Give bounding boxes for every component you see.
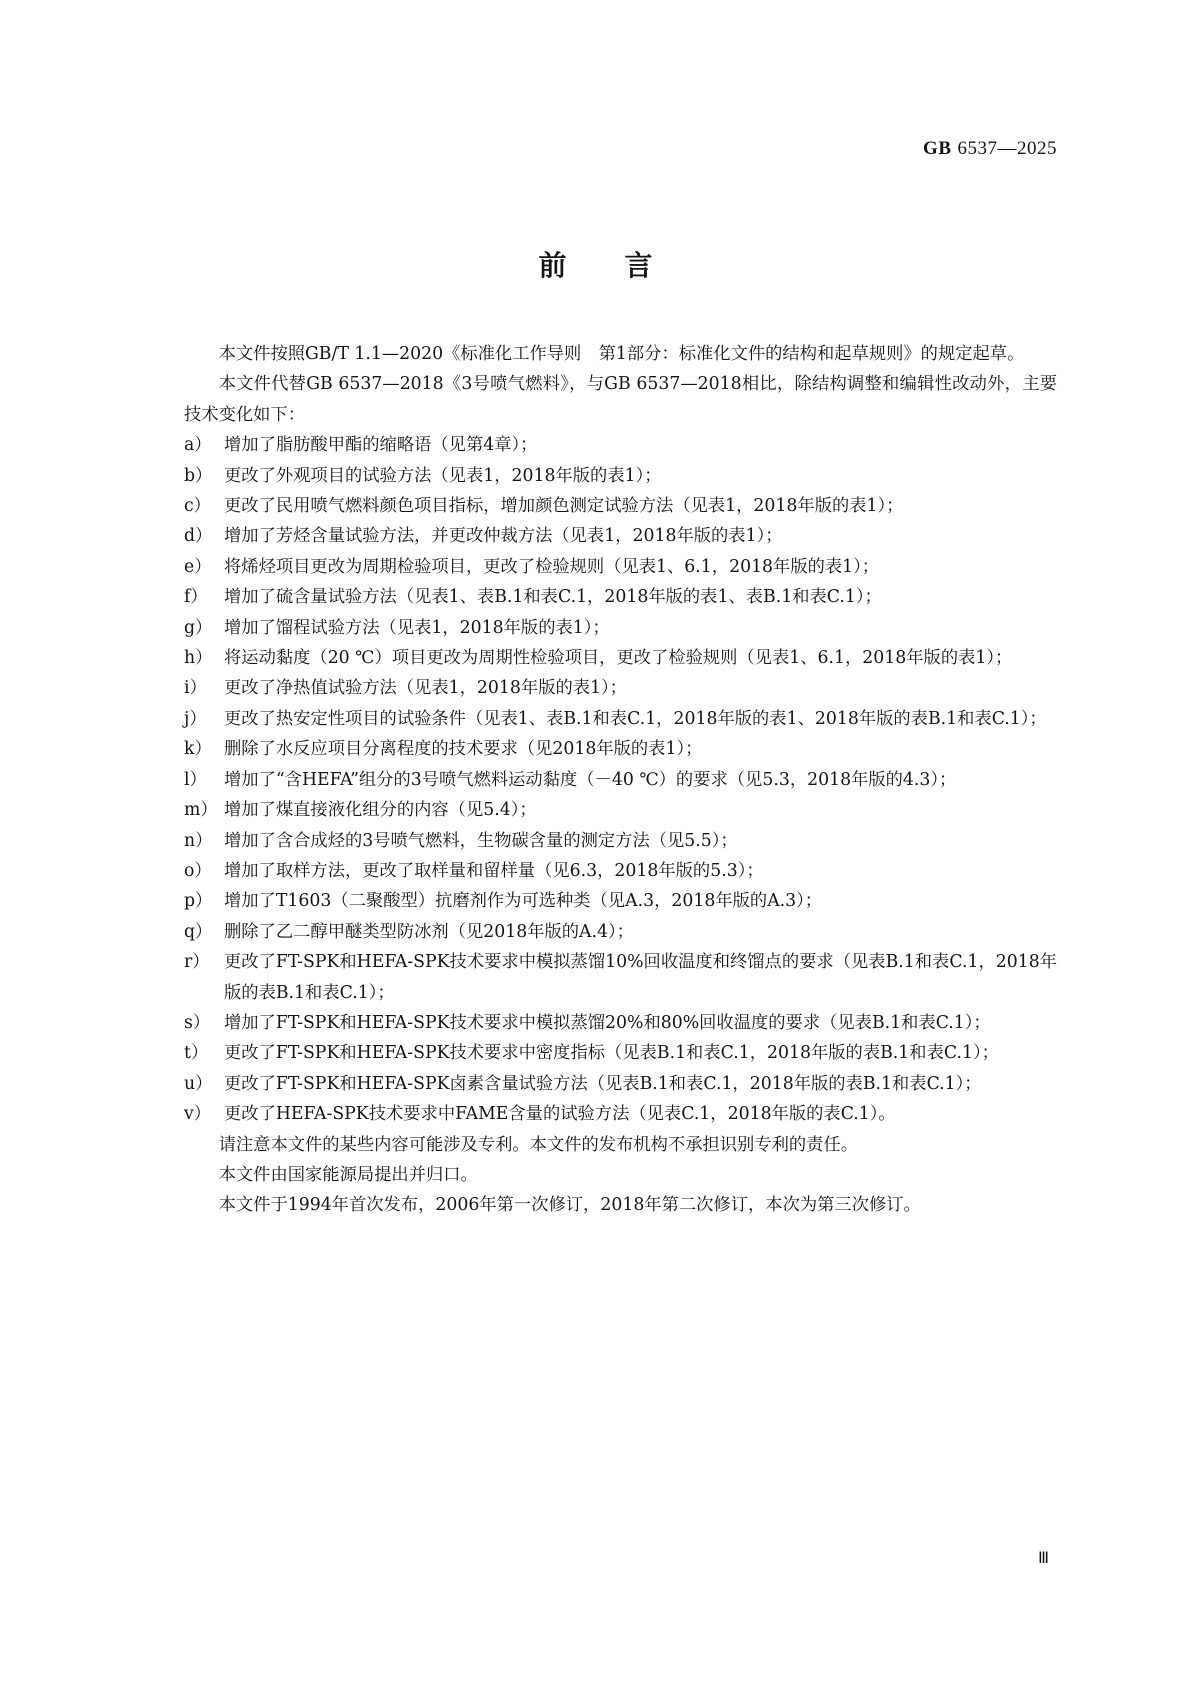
standard-number: 6537—2025 xyxy=(957,138,1057,159)
change-item xyxy=(184,947,1057,1008)
change-item-text: 更改了FT-SPK和HEFA-SPK卤素含量试验方法（见表B.1和表C.1，2018年版的表B.1和表C.1）； xyxy=(224,1073,982,1094)
change-item-text: 更改了FT-SPK和HEFA-SPK技术要求中模拟蒸馏10%回收温度和终馏点的要求（见表B.1和表C.1，2018年版的表B.1和表C.1）； xyxy=(224,952,1057,1003)
change-item-text: 增加了芳烃含量试验方法，并更改仲裁方法（见表1，2018年版的表1）； xyxy=(224,526,783,547)
change-item-marker: c） xyxy=(184,496,211,517)
change-item-marker: h） xyxy=(184,648,213,669)
change-item-text: 增加了硫含量试验方法（见表1、表B.1和表C.1，2018年版的表1、表B.1和表C.1）； xyxy=(224,587,882,608)
change-item xyxy=(184,704,1057,734)
change-item-text: 增加了FT-SPK和HEFA-SPK技术要求中模拟蒸馏20%和80%回收温度的要求（见表B.1和表C.1）； xyxy=(224,1012,991,1033)
change-item-marker: u） xyxy=(184,1073,213,1094)
change-item xyxy=(184,856,1057,886)
change-item-marker: r） xyxy=(184,952,210,973)
change-item xyxy=(184,886,1057,916)
change-item xyxy=(184,552,1057,582)
change-item xyxy=(184,917,1057,947)
change-item-marker: e） xyxy=(184,556,212,577)
change-item xyxy=(184,521,1057,551)
change-item-marker: s） xyxy=(184,1012,211,1033)
change-item xyxy=(184,734,1057,764)
change-item-text: 增加了脂肪酸甲酯的缩略语（见第4章）； xyxy=(224,435,538,456)
change-item xyxy=(184,613,1057,643)
change-item xyxy=(184,765,1057,795)
change-item-marker: g） xyxy=(184,617,213,638)
change-item-text: 更改了净热值试验方法（见表1，2018年版的表1）； xyxy=(224,678,627,699)
change-item xyxy=(184,1099,1057,1129)
change-item-text: 增加了馏程试验方法（见表1，2018年版的表1）； xyxy=(224,617,610,638)
change-item-marker: t） xyxy=(184,1043,209,1064)
change-item-text: 增加了T1603（二聚酸型）抗磨剂作为可选种类（见A.3，2018年版的A.3）； xyxy=(224,891,823,912)
change-item-marker: b） xyxy=(184,465,213,486)
change-item-marker: f） xyxy=(184,587,208,608)
title-char-2: 言 xyxy=(624,249,653,282)
standard-code-header xyxy=(923,138,1057,160)
change-item-marker: k） xyxy=(184,739,212,760)
change-item-marker: q） xyxy=(184,921,213,942)
change-item xyxy=(184,673,1057,703)
change-item-text: 删除了水反应项目分离程度的技术要求（见2018年版的表1）； xyxy=(224,739,703,760)
page-number: Ⅲ xyxy=(1037,1550,1049,1567)
change-item-text: 更改了FT-SPK和HEFA-SPK技术要求中密度指标（见表B.1和表C.1，2018年版的表B.1和表C.1）； xyxy=(224,1043,999,1064)
change-item xyxy=(184,1069,1057,1099)
change-item xyxy=(184,795,1057,825)
change-item xyxy=(184,582,1057,612)
change-item-text: 增加了“含HEFA”组分的3号喷气燃料运动黏度（－40 ℃）的要求（见5.3，2018年版的4.3）； xyxy=(224,769,957,790)
change-item-text: 将运动黏度（20 ℃）项目更改为周期性检验项目，更改了检验规则（见表1、6.1，2018年版的表1）； xyxy=(224,648,1013,669)
change-item-marker: o） xyxy=(184,860,212,881)
paragraph-proposer: 本文件由国家能源局提出并归口。 xyxy=(218,1164,478,1185)
change-item-text: 更改了HEFA-SPK技术要求中FAME含量的试验方法（见表C.1，2018年版的表C.1）。 xyxy=(224,1104,896,1125)
change-item-marker: m） xyxy=(184,800,218,821)
change-item-marker: l） xyxy=(184,769,207,790)
change-item-marker: a） xyxy=(184,435,212,456)
change-item-text: 更改了外观项目的试验方法（见表1，2018年版的表1）； xyxy=(224,465,662,486)
foreword-body xyxy=(184,339,1057,1221)
change-item xyxy=(184,1038,1057,1068)
change-item-marker: i） xyxy=(184,678,207,699)
change-item-text: 增加了取样方法，更改了取样量和留样量（见6.3，2018年版的5.3）； xyxy=(224,860,764,881)
change-item xyxy=(184,643,1057,673)
change-item xyxy=(184,491,1057,521)
standard-prefix: GB xyxy=(923,138,952,159)
paragraph-drafting-rules: 本文件按照GB/T 1.1—2020《标准化工作导则 第1部分：标准化文件的结构和起草规则》的规定起草。 xyxy=(218,344,1025,364)
change-item-marker: v） xyxy=(184,1104,212,1125)
page-title xyxy=(0,244,1191,284)
change-item xyxy=(184,826,1057,856)
change-item-marker: n） xyxy=(184,830,213,851)
change-item-text: 增加了煤直接液化组分的内容（见5.4）； xyxy=(224,800,537,821)
change-item-text: 更改了民用喷气燃料颜色项目指标，增加颜色测定试验方法（见表1，2018年版的表1）； xyxy=(224,496,904,517)
change-list xyxy=(184,430,1057,1129)
change-item-text: 将烯烃项目更改为周期检验项目，更改了检验规则（见表1、6.1，2018年版的表1）； xyxy=(224,556,880,577)
paragraph-replacement: 本文件代替GB 6537—2018《3号喷气燃料》，与GB 6537—2018相比，除结构调整和编辑性改动外，主要技术变化如下： xyxy=(184,374,1057,425)
change-item xyxy=(184,1008,1057,1038)
paragraph-history: 本文件于1994年首次发布，2006年第一次修订，2018年第二次修订，本次为第三次修订。 xyxy=(218,1195,921,1216)
change-item-marker: p） xyxy=(184,891,213,912)
change-item-marker: d） xyxy=(184,526,213,547)
change-item-marker: j） xyxy=(184,708,207,729)
title-char-1: 前 xyxy=(538,249,567,282)
change-item-text: 更改了热安定性项目的试验条件（见表1、表B.1和表C.1，2018年版的表1、2018年版的表B.1和表C.1）； xyxy=(224,708,1047,729)
change-item-text: 删除了乙二醇甲醚类型防冰剂（见2018年版的A.4）； xyxy=(224,921,634,942)
paragraph-patent-notice: 请注意本文件的某些内容可能涉及专利。本文件的发布机构不承担识别专利的责任。 xyxy=(218,1134,859,1155)
change-item-text: 增加了含合成烃的3号喷气燃料，生物碳含量的测定方法（见5.5）； xyxy=(224,830,738,851)
change-item xyxy=(184,461,1057,491)
change-item xyxy=(184,430,1057,460)
